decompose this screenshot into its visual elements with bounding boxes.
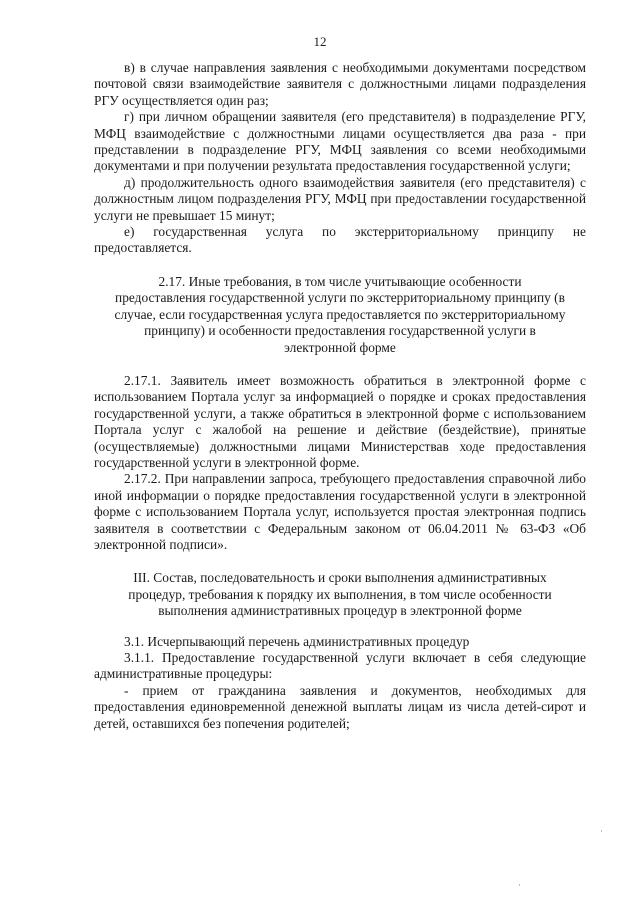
paragraph-3-1: 3.1. Исчерпывающий перечень административных процедур [124, 633, 470, 649]
paragraph-e: е) государственная услуга по экстерриториальному принципу не предоставляется. [94, 224, 586, 256]
paragraph-2-17-2: 2.17.2. При направлении запроса, требующего предоставления справочной либо иной информации о порядке предоставления государственной услуги в электронной форме с использованием Портала услуг, используется простая электронная подпись заявителя в соответствии с Федеральным законом от 06.04.2011 № 63-ФЗ «Об электронной подписи». [94, 471, 586, 552]
document-body [94, 60, 586, 732]
paragraph-v: в) в случае направления заявления с необходимыми документами посредством почтовой связи взаимодействие заявителя с должностными лицами подразделения РГУ осуществляется один раз; [94, 60, 586, 108]
paragraph-d: д) продолжительность одного взаимодействия заявителя (его представителя) с должностным лицом подразделения РГУ, МФЦ при предоставлении государственной услуги не превышает 15 минут; [94, 174, 586, 223]
paragraph-3-1-1: 3.1.1. Предоставление государственной услуги включает в себя следующие административные процедуры: [94, 650, 586, 682]
section-heading-iii: III. Состав, последовательность и сроки выполнения административных процедур, требования к порядку их выполнения, в том числе особенности выполнения административных процедур в электронной форме [128, 570, 552, 619]
scan-speck: · [600, 826, 603, 836]
paragraph-3-1-1-item: - прием от гражданина заявления и документов, необходимых для предоставления единовременной денежной выплаты лицам из числа детей-сирот и детей, оставшихся без попечения родителей; [94, 682, 586, 731]
paragraph-g: г) при личном обращении заявителя (его представителя) в подразделение РГУ, МФЦ взаимодействие с должностными лицами осуществляется два раза - при представлении в подразделение РГУ, МФЦ заявления со всеми необходимыми документами и при получении результата предоставления государственной услуги; [94, 109, 586, 174]
page-number: 12 [313, 34, 327, 49]
scan-speck: · [518, 880, 521, 890]
paragraph-2-17-1: 2.17.1. Заявитель имеет возможность обратиться в электронной форме с использованием Портала услуг за информацией о порядке и сроках предоставления государственной услуги, а также обратиться в электронной форме с использованием Портала услуг с жалобой на решение и действие (бездействие), принятые (осуществляемые) должностными лицами Министерствав ходе предоставления государственной услуги в электронной форме. [94, 372, 586, 470]
section-heading-2-17: 2.17. Иные требования, в том числе учитывающие особенности предоставления государственной услуги по экстерриториальному принципу (в случае, если государственная услуга предоставляется по экстерриториальному принципу) и особенности предоставления государственной услуги в электронной форме [114, 273, 566, 355]
